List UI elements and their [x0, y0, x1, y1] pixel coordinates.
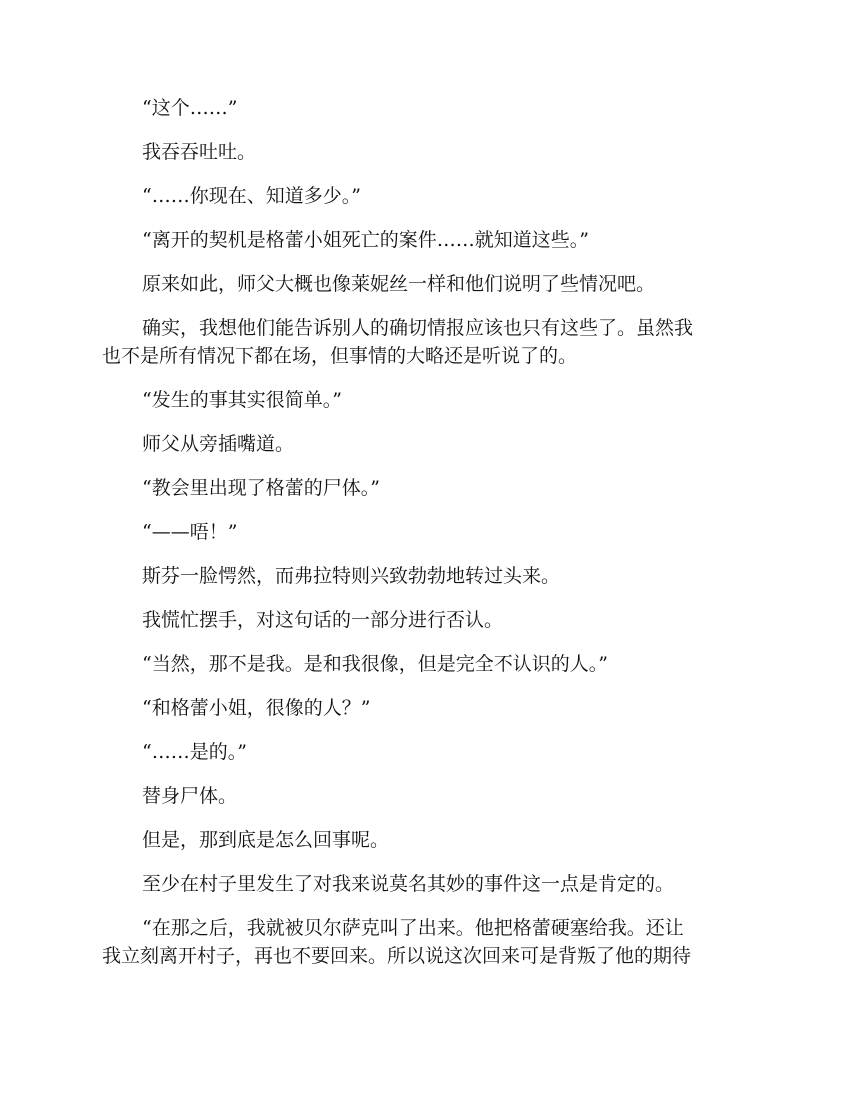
paragraph: 原来如此，师父大概也像莱妮丝一样和他们说明了些情况吧。 [142, 273, 656, 295]
paragraph: 师父从旁插嘴道。 [142, 433, 295, 455]
paragraph-line: 也不是所有情况下都在场，但事情的大略还是听说了的。 [102, 345, 578, 367]
paragraph: “当然，那不是我。是和我很像，但是完全不认识的人。” [142, 653, 608, 675]
paragraph-line: 确实，我想他们能告诉别人的确切情报应该也只有这些了。虽然我 [142, 317, 694, 339]
paragraph [102, 314, 750, 370]
paragraph: 我吞吞吐吐。 [142, 141, 257, 163]
paragraph: “教会里出现了格蕾的尸体。” [142, 477, 380, 499]
paragraph-line: “在那之后，我就被贝尔萨克叫了出来。他把格蕾硬塞给我。还让 [142, 917, 684, 939]
paragraph: 替身尸体。 [142, 785, 238, 807]
paragraph: 至少在村子里发生了对我来说莫名其妙的事件这一点是肯定的。 [142, 873, 675, 895]
paragraph: 斯芬一脸愕然，而弗拉特则兴致勃勃地转过头来。 [142, 565, 561, 587]
paragraph: “——唔！” [142, 521, 238, 543]
paragraph [102, 914, 750, 970]
paragraph: “……是的。” [142, 741, 247, 763]
paragraph: “这个……” [142, 97, 238, 119]
paragraph: 但是，那到底是怎么回事呢。 [142, 829, 390, 851]
paragraph: “发生的事其实很简单。” [142, 389, 342, 411]
body-text [102, 94, 750, 986]
paragraph: “和格蕾小姐，很像的人？” [142, 697, 371, 719]
paragraph: “……你现在、知道多少。” [142, 185, 361, 207]
paragraph-line: 我立刻离开村子，再也不要回来。所以说这次回来可是背叛了他的期待 [102, 945, 692, 967]
paragraph: 我慌忙摆手，对这句话的一部分进行否认。 [142, 609, 504, 631]
paragraph: “离开的契机是格蕾小姐死亡的案件……就知道这些。” [142, 229, 589, 251]
